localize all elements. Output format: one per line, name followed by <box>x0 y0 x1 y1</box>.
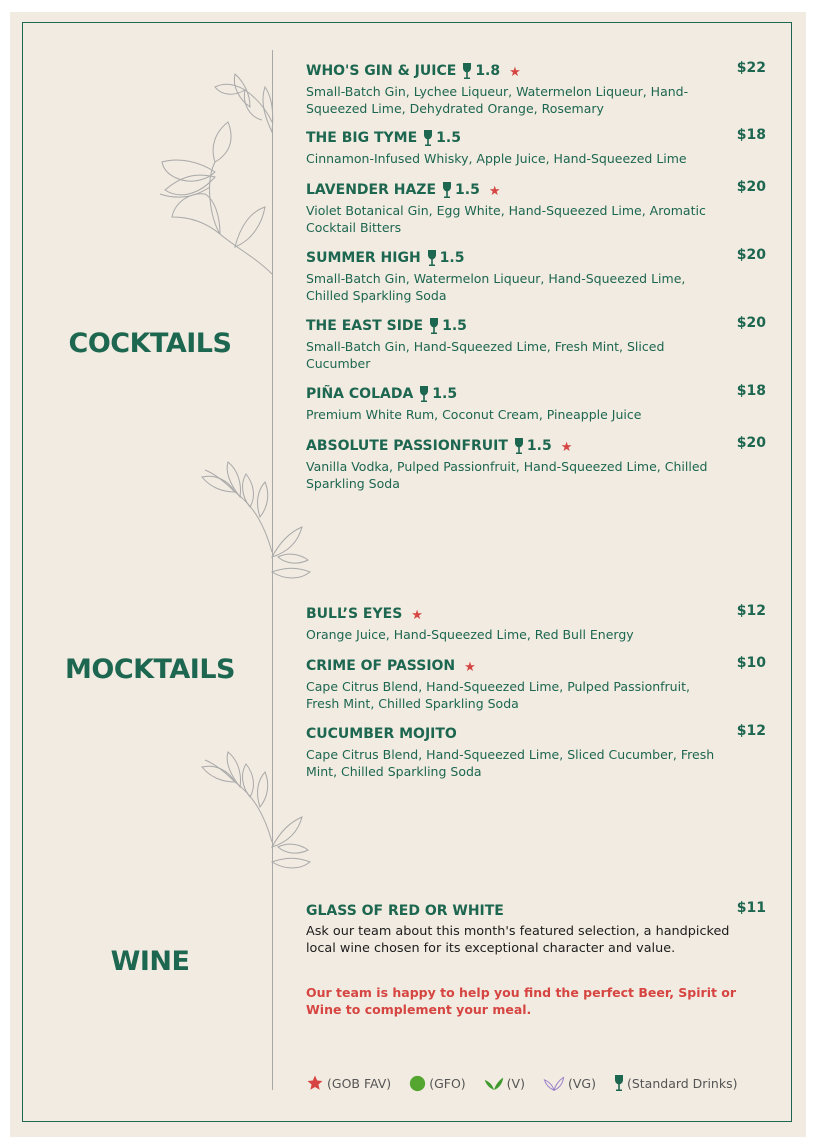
item-description: Premium White Rum, Coconut Cream, Pineapple Juice <box>306 407 642 422</box>
section-title-wine: WINE <box>110 946 190 977</box>
wine-glass-icon <box>614 1074 624 1092</box>
legend <box>306 1072 737 1094</box>
standard-drinks: 1.5 <box>436 130 461 146</box>
item-price: $20 <box>736 179 766 195</box>
standard-drinks: 1.5 <box>526 438 552 454</box>
item-header <box>306 179 766 201</box>
legend-vg-label: (VG) <box>567 1075 596 1091</box>
section-title-cocktails: COCKTAILS <box>68 328 232 359</box>
item-price: $18 <box>736 127 766 143</box>
item-header <box>306 435 766 457</box>
legend-fav <box>306 1074 391 1092</box>
menu-item <box>306 435 766 492</box>
item-name: PIÑA COLADA <box>306 386 414 402</box>
menu-item <box>306 247 766 304</box>
legend-fav-label: (GOB FAV) <box>327 1075 392 1091</box>
outline-leaf-icon <box>543 1075 565 1091</box>
item-name: THE EAST SIDE <box>306 318 424 334</box>
item-header <box>306 247 766 269</box>
menu-page <box>10 12 806 1137</box>
item-header <box>306 315 766 337</box>
item-price: $20 <box>736 315 766 331</box>
item-description: Small-Batch Gin, Hand-Squeezed Lime, Fresh Mint, Sliced Cucumber <box>306 339 665 371</box>
item-header <box>306 383 766 405</box>
star-icon <box>306 1074 324 1092</box>
section-divider-line <box>272 50 273 1090</box>
wine-glass-icon <box>419 385 429 403</box>
item-price: $22 <box>736 60 766 76</box>
item-name: CUCUMBER MOJITO <box>306 726 457 742</box>
item-name: BULL’S EYES <box>306 606 403 622</box>
item-price: $20 <box>736 435 766 451</box>
item-price: $12 <box>736 603 766 619</box>
menu-item <box>306 127 766 167</box>
menu-item <box>306 179 766 236</box>
item-description: Small-Batch Gin, Watermelon Liqueur, Hand-Squeezed Lime, Chilled Sparkling Soda <box>306 271 686 303</box>
item-description: Ask our team about this month's featured selection, a handpicked local wine chosen for its exceptional character and value. <box>306 924 730 956</box>
star-icon: ★ <box>509 63 521 79</box>
item-price: $12 <box>736 723 766 739</box>
item-header <box>306 655 766 677</box>
star-icon: ★ <box>464 658 476 674</box>
item-description: Orange Juice, Hand-Squeezed Lime, Red Bull Energy <box>306 627 634 642</box>
item-description: Cape Citrus Blend, Hand-Squeezed Lime, Sliced Cucumber, Fresh Mint, Chilled Sparkling Soda <box>306 747 715 779</box>
item-header <box>306 603 766 625</box>
item-name: CRIME OF PASSION <box>306 658 456 674</box>
wine-glass-icon <box>462 62 472 80</box>
legend-gfo <box>409 1075 465 1092</box>
standard-drinks: 1.5 <box>439 250 465 266</box>
wine-glass-icon <box>514 437 524 455</box>
star-icon: ★ <box>411 606 423 622</box>
item-name: LAVENDER HAZE <box>306 182 437 198</box>
item-name: THE BIG TYME <box>306 130 418 146</box>
item-header <box>306 127 766 149</box>
menu-item <box>306 60 766 117</box>
legend-vg <box>543 1075 596 1091</box>
item-price: $11 <box>736 900 766 916</box>
menu-item <box>306 723 766 780</box>
item-description: Small-Batch Gin, Lychee Liqueur, Watermelon Liqueur, Hand-Squeezed Lime, Dehydrated Orange, Rosemary <box>306 84 689 116</box>
legend-std <box>614 1074 738 1092</box>
menu-item <box>306 315 766 372</box>
item-description: Violet Botanical Gin, Egg White, Hand-Squeezed Lime, Aromatic Cocktail Bitters <box>306 203 706 235</box>
star-icon: ★ <box>488 182 501 198</box>
section-title-mocktails: MOCKTAILS <box>65 654 235 685</box>
item-header <box>306 60 766 82</box>
item-name: WHO'S GIN & JUICE <box>306 63 457 79</box>
wine-glass-icon <box>429 317 439 335</box>
item-price: $10 <box>736 655 766 671</box>
standard-drinks: 1.5 <box>442 318 467 334</box>
item-price: $18 <box>736 383 766 399</box>
wine-glass-icon <box>427 249 437 267</box>
staff-help-note: Our team is happy to help you find the perfect Beer, Spirit or Wine to complement your meal. <box>306 985 737 1017</box>
item-name: SUMMER HIGH <box>306 250 421 266</box>
legend-v <box>484 1075 525 1091</box>
green-circle-icon <box>409 1075 426 1092</box>
legend-v-label: (V) <box>506 1075 525 1091</box>
menu-item <box>306 655 766 712</box>
menu-item <box>306 603 766 643</box>
item-description: Cape Citrus Blend, Hand-Squeezed Lime, Pulped Passionfruit, Fresh Mint, Chilled Sparkling Soda <box>306 679 690 711</box>
item-price: $20 <box>736 247 766 263</box>
standard-drinks: 1.8 <box>475 63 501 79</box>
item-header <box>306 900 766 922</box>
item-description: Vanilla Vodka, Pulped Passionfruit, Hand-Squeezed Lime, Chilled Sparkling Soda <box>306 459 708 491</box>
standard-drinks: 1.5 <box>455 182 480 198</box>
menu-item <box>306 383 766 423</box>
item-name: ABSOLUTE PASSIONFRUIT <box>306 438 508 454</box>
legend-gfo-label: (GFO) <box>429 1075 466 1091</box>
wine-glass-icon <box>423 129 433 147</box>
legend-std-label: (Standard Drinks) <box>626 1075 738 1091</box>
star-icon: ★ <box>560 438 573 454</box>
standard-drinks: 1.5 <box>432 386 458 402</box>
wine-item <box>306 900 766 957</box>
item-name: GLASS OF RED OR WHITE <box>306 903 504 919</box>
item-description: Cinnamon-Infused Whisky, Apple Juice, Hand-Squeezed Lime <box>306 151 687 166</box>
item-header <box>306 723 766 745</box>
wine-glass-icon <box>442 181 452 199</box>
filled-leaf-icon <box>484 1075 504 1091</box>
